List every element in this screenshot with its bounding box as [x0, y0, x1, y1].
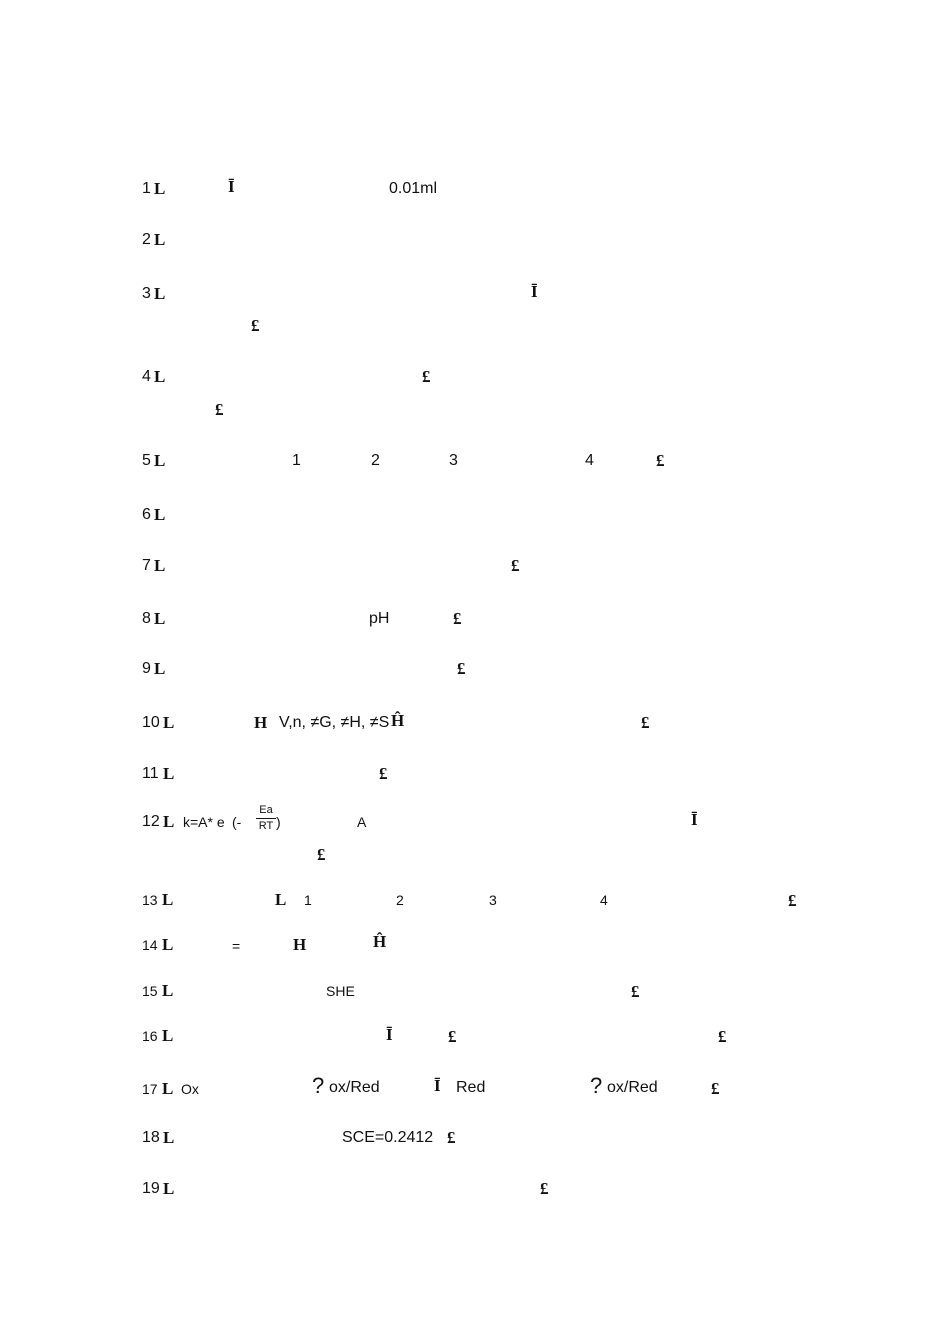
q18-number: 18	[142, 1129, 160, 1146]
q11-separator: L	[163, 764, 175, 783]
q10-variables: V,n, ≠G, ≠H, ≠S	[279, 714, 390, 731]
q16-separator: L	[162, 1026, 174, 1045]
q12-formula: k=A* e	[183, 814, 225, 830]
q4-number: 4	[142, 368, 151, 385]
q5-option-1: 1	[292, 452, 301, 469]
q5-separator: L	[154, 451, 166, 470]
q12-A-label: A	[357, 814, 367, 830]
q14-equals: =	[232, 938, 241, 954]
q5-number: 5	[142, 452, 151, 469]
q17-red-label: Red	[456, 1079, 486, 1096]
q7-separator: L	[154, 556, 166, 575]
q12-separator: L	[163, 812, 175, 831]
q16-pound-glyph-2: £	[718, 1027, 727, 1046]
q15-pound-glyph: £	[631, 982, 640, 1001]
q9-separator: L	[154, 659, 166, 678]
q8-pound-glyph: £	[453, 609, 462, 628]
q18-pound-glyph: £	[447, 1128, 456, 1147]
q14-separator: L	[162, 935, 174, 954]
q17-ox-red-2: ox/Red	[607, 1079, 658, 1096]
q13-option-2: 2	[396, 892, 404, 908]
q15-number: 15	[142, 983, 158, 999]
q10-separator: L	[163, 713, 175, 732]
q10-H-glyph: H	[254, 713, 268, 732]
q13-option-4: 4	[600, 892, 608, 908]
q17-separator: L	[162, 1079, 174, 1098]
q9-number: 9	[142, 660, 151, 677]
q16-pound-glyph: £	[448, 1027, 457, 1046]
q8-ph-label: pH	[369, 610, 390, 627]
q19-number: 19	[142, 1180, 160, 1197]
q13-pound-glyph: £	[788, 891, 797, 910]
q1-separator: L	[154, 179, 166, 198]
q9-pound-glyph: £	[457, 659, 466, 678]
q10-pound-glyph: £	[641, 713, 650, 732]
q4-separator: L	[154, 367, 166, 386]
q11-number: 11	[142, 765, 159, 782]
q13-separator-2: L	[275, 890, 287, 909]
q13-number: 13	[142, 892, 158, 908]
q14-Hhat-glyph: Ĥ	[373, 932, 387, 951]
q13-separator: L	[162, 890, 174, 909]
q13-option-1: 1	[304, 892, 312, 908]
q8-separator: L	[154, 609, 166, 628]
q1-dot-glyph: Ī	[228, 177, 235, 196]
q10-number: 10	[142, 714, 160, 731]
q12-fraction-numerator: Ea	[259, 804, 273, 816]
q12-fraction-bar	[256, 818, 276, 819]
q17-question-glyph-2: ?	[590, 1073, 603, 1098]
q17-number: 17	[142, 1081, 158, 1097]
q17-dot-glyph: Ī	[434, 1076, 441, 1095]
q19-separator: L	[163, 1179, 175, 1198]
q4-pound-glyph-2: £	[215, 400, 224, 419]
q6-number: 6	[142, 506, 151, 523]
q12-fraction	[256, 805, 276, 832]
q12-pound-glyph: £	[317, 845, 326, 864]
q15-she-label: SHE	[326, 983, 355, 999]
q7-pound-glyph: £	[511, 556, 520, 575]
q2-separator: L	[154, 230, 166, 249]
q17-ox-label: Ox	[181, 1081, 199, 1097]
q3-number: 3	[142, 285, 151, 302]
q5-option-4: 4	[585, 452, 594, 469]
q1-volume: 0.01ml	[389, 180, 438, 197]
q8-number: 8	[142, 610, 151, 627]
q12-paren-open: (-	[232, 814, 242, 830]
q10-Hhat-glyph: Ĥ	[391, 711, 405, 730]
q1-number: 1	[142, 180, 151, 197]
q16-dot-glyph: Ī	[386, 1025, 393, 1044]
q3-dot-glyph: Ī	[531, 282, 538, 301]
q14-number: 14	[142, 937, 158, 953]
q4-pound-glyph: £	[422, 367, 431, 386]
q18-separator: L	[163, 1128, 175, 1147]
q12-fraction-denominator: RT	[258, 820, 274, 832]
q15-separator: L	[162, 981, 174, 1000]
q17-question-glyph: ?	[312, 1073, 325, 1098]
q12-paren-close: )	[276, 814, 281, 830]
q5-option-2: 2	[371, 452, 380, 469]
q13-option-3: 3	[489, 892, 497, 908]
q5-pound-glyph: £	[656, 451, 665, 470]
q11-pound-glyph: £	[379, 764, 388, 783]
q7-number: 7	[142, 557, 151, 574]
q18-sce-value: SCE=0.2412	[342, 1129, 434, 1146]
q16-number: 16	[142, 1028, 158, 1044]
q3-pound-glyph: £	[251, 316, 260, 335]
q6-separator: L	[154, 505, 166, 524]
q17-ox-red-1: ox/Red	[329, 1079, 380, 1096]
q19-pound-glyph: £	[540, 1179, 549, 1198]
q14-H-glyph: H	[293, 935, 307, 954]
q12-number: 12	[142, 813, 160, 830]
q17-pound-glyph: £	[711, 1079, 720, 1098]
q3-separator: L	[154, 284, 166, 303]
q12-dot-glyph: Ī	[691, 810, 698, 829]
q2-number: 2	[142, 231, 151, 248]
q5-option-3: 3	[449, 452, 458, 469]
